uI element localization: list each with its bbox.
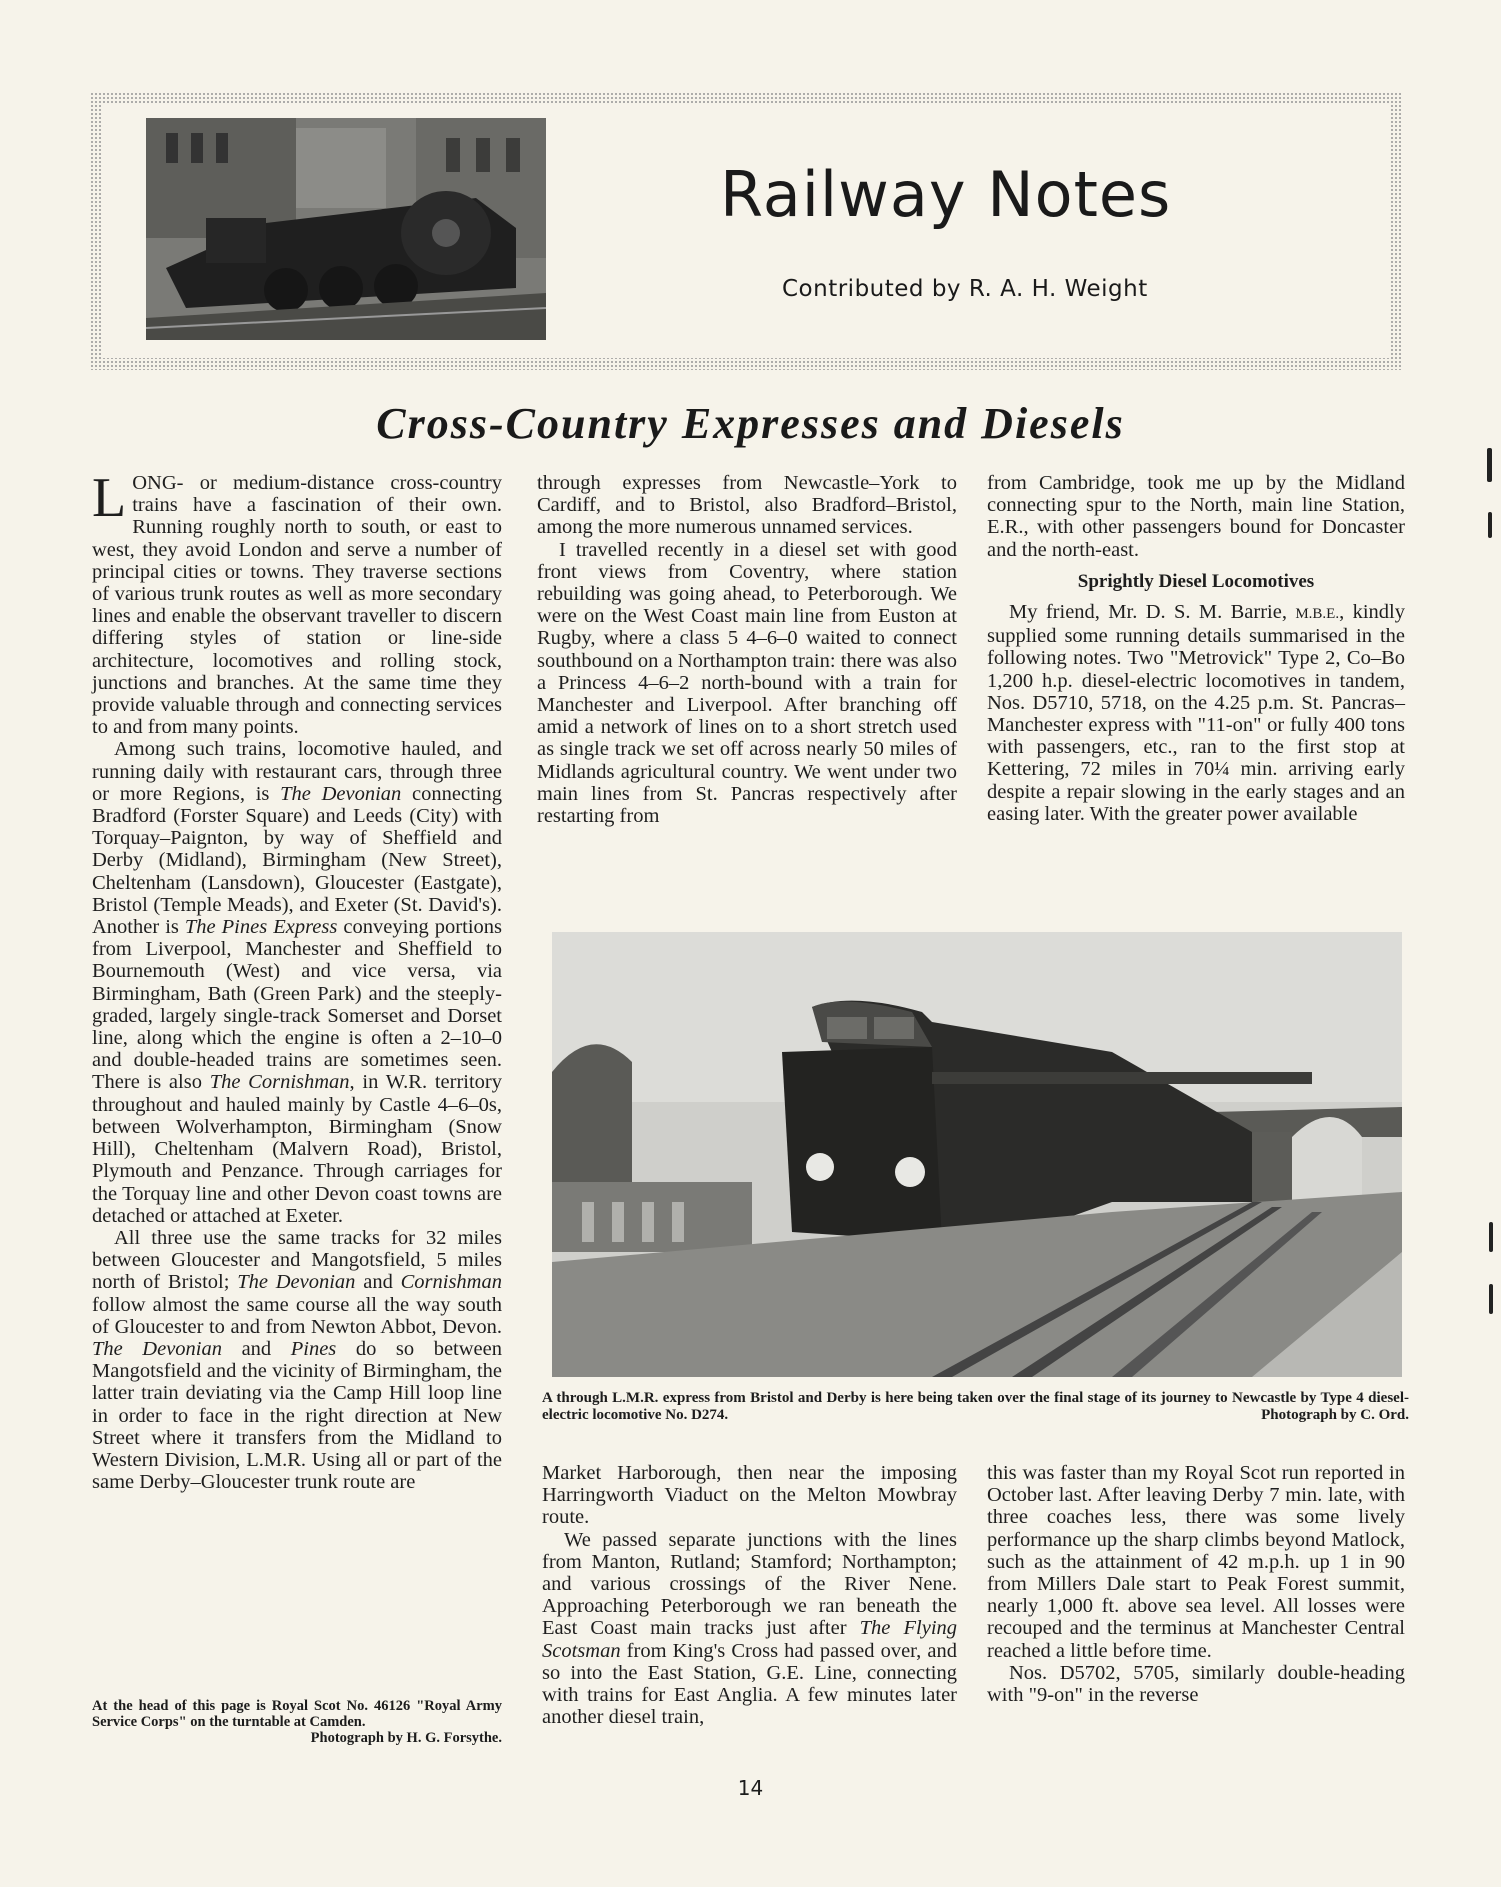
paragraph xyxy=(987,601,1405,825)
paragraph-text: ONG- or medium-distance cross-country trains have a fascination of their own. Running roughly north to south, or east to west, they avoid London and serve a number of principal cities or towns. They traverse sections of various trunk routes as well as more secondary lines and enable the observant traveller to discern differing styles of station or line-side architecture, locomotives and rolling stock, junctions and branches. At the same time they provide valuable through and connecting services to and from many points. xyxy=(92,472,502,739)
paragraph-text: and xyxy=(222,1337,291,1360)
caption-text: At the head of this page is Royal Scot No. 46126 "Royal Army Service Corps" on the turntable at Camden. xyxy=(92,1698,502,1730)
paragraph xyxy=(92,467,502,739)
train-photo-caption xyxy=(542,1390,1409,1424)
dropcap: L xyxy=(92,467,127,529)
paragraph-text: connecting Bradford (Forster Square) and Leeds (City) with Torquay–Paignton, by way of Sheffield and Derby (Midland), Birmingham (New Street), Cheltenham (Lansdown), Gloucester (Eastgate), Bristol (Temple Meads), and Exeter (St. David's). Another is xyxy=(92,782,502,939)
paragraph xyxy=(542,1529,957,1729)
paragraph-text: All three use the same tracks for 32 miles between Gloucester and Mangotsfield, 5 miles north of Bristol; xyxy=(92,1226,502,1294)
train-name: The Cornishman xyxy=(209,1071,350,1094)
section-subheading: Sprightly Diesel Locomotives xyxy=(1077,570,1315,592)
paragraph-text: from King's Cross had passed over, and so into the East Station, G.E. Line, connecting with trains for East Anglia. A few minutes later another diesel train, xyxy=(542,1639,957,1729)
paragraph-text: , kindly supplied some running details summarised in the following notes. Two "Metrovick" Type 2, Co–Bo 1,200 h.p. diesel-electric locomotives in tandem, Nos. D5710, 5718, on the 4.25 p.m. St. Pancras–Manchester express with "11-on" or fully 400 tons with passengers, etc., ran to the first stop at Kettering, 72 miles in 70¼ min. arriving early despite a repair slowing in the early stages and an easing later. With the greater power available xyxy=(987,601,1405,825)
column-1 xyxy=(92,467,503,1732)
honorific: M.B.E. xyxy=(1295,606,1340,623)
paragraph: this was faster than my Royal Scot run reported in October last. After leaving Derby 7 min. late, with three coaches less, there was some lively performance up the sharp climbs beyond Matlock, such as the attainment of 42 m.p.h. up 1 in 90 from Millers Dale start to Peak Forest summit, nearly 1,000 ft. above sea level. All losses were recouped and the terminus at Manchester Central reached a little before time. xyxy=(987,1462,1405,1662)
train-name: The Devonian xyxy=(237,1271,356,1294)
column-3-bottom xyxy=(987,1462,1405,1706)
contributor-byline: Contributed by R. A. H. Weight xyxy=(782,276,1148,302)
train-name: The Devonian xyxy=(280,782,402,805)
paragraph-text: My friend, Mr. D. S. M. Barrie, xyxy=(1009,601,1296,624)
page-title: Railway Notes xyxy=(720,158,1172,231)
paragraph-text: and xyxy=(355,1271,401,1294)
steam-locomotive-photo xyxy=(146,118,546,340)
column-2-top xyxy=(537,472,957,827)
paragraph-text: follow almost the same course all the way south of Gloucester to and from Newton Abbot, Devon. xyxy=(92,1293,502,1338)
train-name: The Devonian xyxy=(92,1337,223,1360)
paragraph-text: do so between Mangotsfield and the vicinity of Birmingham, the latter train deviating via the Camp Hill loop line in order to face in the right direction at New Street where it transfers from the Midland to Western Division, L.M.R. Using all or part of the same Derby–Gloucester trunk route are xyxy=(92,1337,502,1494)
diesel-locomotive-photo xyxy=(552,932,1402,1377)
paragraph-text: , in W.R. territory throughout and hauled mainly by Castle 4–6–0s, between Wolverhampton, Birmingham (Snow Hill), Cheltenham (Malvern Road), Bristol, Plymouth and Penzance. Through carriages for the Torquay line and other Devon coast towns are detached or attached at Exeter. xyxy=(92,1071,502,1227)
paragraph: Market Harborough, then near the imposing Harringworth Viaduct on the Melton Mowbray route. xyxy=(542,1462,957,1529)
train-name: Pines xyxy=(290,1337,337,1360)
head-photo-caption xyxy=(92,1698,502,1746)
paragraph: from Cambridge, took me up by the Midland connecting spur to the North, main line Station, E.R., with other passengers bound for Doncaster and the north-east. xyxy=(987,472,1405,561)
paragraph-text: conveying portions from Liverpool, Manchester and Sheffield to Bournemouth (West) and vice versa, via Birmingham, Bath (Green Park) and the steeply-graded, largely single-track Somerset and Dorset line, along which the engine is often a 2–10–0 and double-headed trains are sometimes seen. There is also xyxy=(92,916,503,1094)
page-number: 14 xyxy=(737,1776,764,1800)
photo-credit: Photograph by C. Ord. xyxy=(1261,1407,1409,1423)
paragraph xyxy=(92,1227,502,1493)
paragraph: through expresses from Newcastle–York to Cardiff, and to Bristol, also Bradford–Bristol, among the more numerous unnamed services. xyxy=(537,472,957,539)
train-name: Cornishman xyxy=(400,1271,502,1294)
paragraph: I travelled recently in a diesel set with good front views from Coventry, where station rebuilding was going ahead, to Peterborough. We were on the West Coast main line from Euston at Rugby, where a class 5 4–6–0 waited to connect southbound on a Northampton train: there was also a Princess 4–6–2 north-bound with a train for Manchester and Liverpool. After branching off amid a network of lines on to a short stretch used as single track we set off across nearly 50 miles of Midlands agricultural country. We went under two main lines from St. Pancras respectively after restarting from xyxy=(537,538,957,828)
margin-mark xyxy=(1488,512,1492,538)
paragraph: Nos. D5702, 5705, similarly double-heading with "9-on" in the reverse xyxy=(987,1661,1405,1707)
column-3-top xyxy=(987,472,1405,825)
photo-credit: Photograph by H. G. Forsythe. xyxy=(310,1730,502,1746)
paragraph-text: Among such trains, locomotive hauled, and running daily with restaurant cars, through three or more Regions, is xyxy=(92,738,502,805)
train-name: The Pines Express xyxy=(184,916,338,939)
paragraph xyxy=(92,738,502,1226)
article-title: Cross-Country Expresses and Diesels xyxy=(376,399,1125,448)
margin-mark xyxy=(1489,1222,1493,1252)
train-name: The Flying Scotsman xyxy=(542,1617,958,1662)
margin-mark xyxy=(1489,1284,1493,1314)
margin-mark xyxy=(1487,448,1492,482)
caption-text: A through L.M.R. express from Bristol and Derby is here being taken over the final stage of its journey to Newcastle by Type 4 diesel-electric locomotive No. D274. xyxy=(542,1390,1409,1423)
paragraph-text: We passed separate junctions with the lines from Manton, Rutland; Stamford; Northampton; and various crossings of the River Nene. Approaching Peterborough we ran beneath the East Coast main tracks just after xyxy=(542,1528,957,1640)
column-2-bottom xyxy=(542,1462,957,1728)
